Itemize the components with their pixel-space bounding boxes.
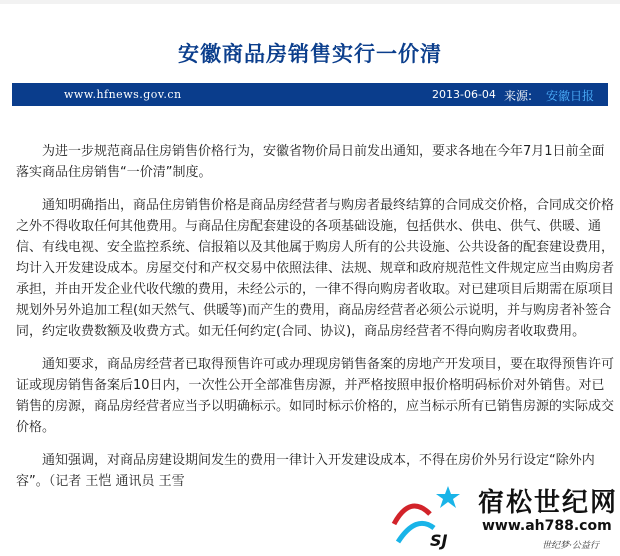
- window-top-edge: [0, 0, 620, 4]
- watermark-site-name: 宿松世纪网: [478, 488, 619, 518]
- publish-date: 2013-06-04: [432, 88, 496, 101]
- article-title: 安徽商品房销售实行一价清: [178, 42, 442, 66]
- watermark-slogan: 世纪梦·公益行: [542, 541, 599, 551]
- site-logo-icon: [390, 484, 462, 550]
- article-info-bar: [12, 83, 608, 106]
- site-url: www.hfnews.gov.cn: [64, 88, 182, 101]
- article-paragraph: 通知强调，对商品房建设期间发生的费用一律计入开发建设成本，不得在房价外另行设定“除外内容”。（记者 王恺 通讯员 王雪: [16, 453, 595, 489]
- watermark-url: www.ah788.com: [482, 518, 612, 534]
- article-paragraph: 通知明确指出，商品住房销售价格是商品房经营者与购房者最终结算的合同成交价格，合同成交价格之外不得收取任何其他费用。与商品住房配套建设的各项基础设施，包括供水、供电、供气、供暖、通信、有线电视、安全监控系统、信报箱以及其他属于购房人所有的公共设施、公共设备的配套建设费用，均计入开发建设成本。房屋交付和产权交易中依照法律、法规、规章和政府规范性文件规定应当由购房者承担，并由开发企业代收代缴的费用，未经公示的，一律不得向购房者收取。对已建项目后期需在原项目规划外另外追加工程(如天然气、供暖等)而产生的费用，商品房经营者必须公示说明，并与购房者补签合同，约定收费数额及收费方式。如无任何约定(合同、协议)，商品房经营者不得向购房者收取费用。: [16, 198, 615, 339]
- source-label: 来源:: [504, 89, 533, 103]
- source-link[interactable]: 安徽日报: [546, 89, 595, 103]
- article-body: [16, 141, 616, 504]
- watermark-overlay: [386, 476, 620, 556]
- logo-text: SJ: [430, 531, 448, 550]
- article-paragraph: 为进一步规范商品住房销售价格行为，安徽省物价局日前发出通知，要求各地在今年7月1日前全面落实商品住房销售“一价清”制度。: [16, 144, 605, 180]
- article-paragraph: 通知要求，商品房经营者已取得预售许可或办理现房销售备案的房地产开发项目，要在取得预售许可证或现房销售备案后10日内，一次性公开全部准售房源，并严格按照申报价格明码标价对外销售。对已销售的房源，商品房经营者应当予以明确标示。如同时标示价格的，应当标示所有已销售房源的实际成交价格。: [16, 357, 615, 435]
